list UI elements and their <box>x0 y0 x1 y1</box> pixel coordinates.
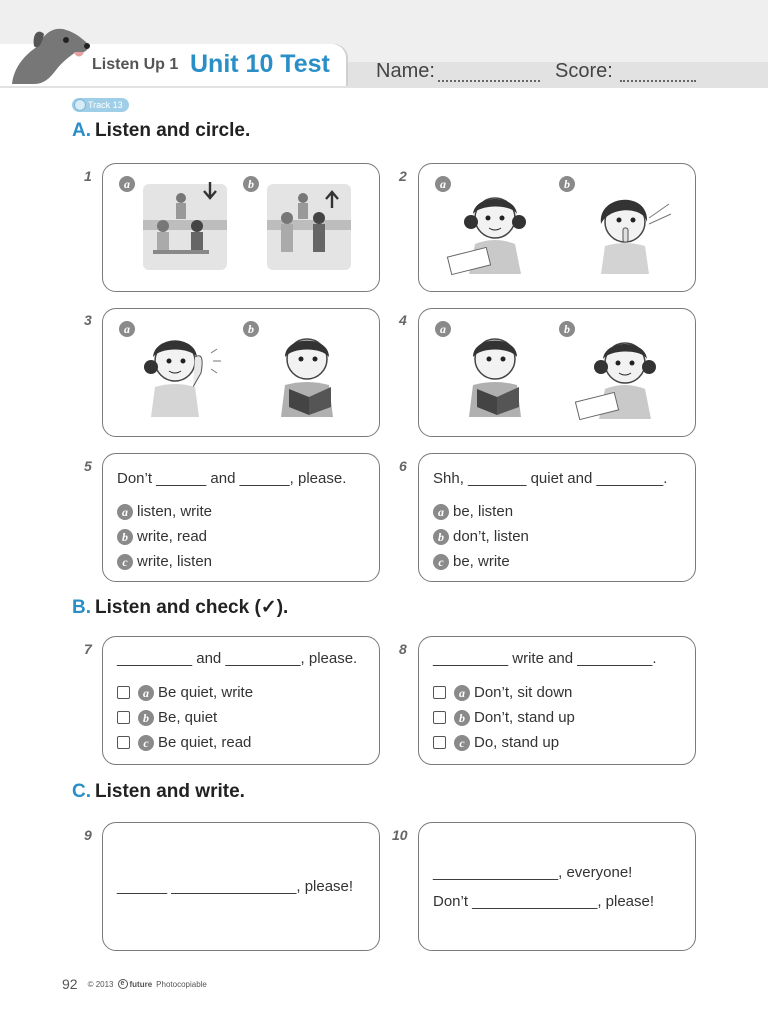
girl-shh-picture[interactable] <box>583 184 679 276</box>
question-sentence: Shh, _______ quiet and ________. <box>433 470 668 487</box>
option-a-badge[interactable]: a <box>119 176 135 192</box>
write-line[interactable]: Don’t _______________, please! <box>433 893 655 910</box>
option-row[interactable]: b Be, quiet <box>117 709 217 726</box>
name-field[interactable] <box>438 80 540 82</box>
option-b-badge: b <box>433 529 449 545</box>
option-row[interactable]: a listen, write <box>117 503 212 520</box>
publisher-e-icon: e <box>118 979 128 989</box>
option-row[interactable]: c Be quiet, read <box>117 734 251 751</box>
option-row[interactable]: a Don’t, sit down <box>433 684 572 701</box>
question-number: 3 <box>84 312 92 328</box>
section-b-heading: B. Listen and check (✓). <box>72 597 289 618</box>
arrow-down-icon <box>203 182 217 200</box>
question-sentence: _________ write and _________. <box>433 650 657 667</box>
option-a-badge: a <box>138 685 154 701</box>
option-a-badge: a <box>117 504 133 520</box>
boy-reading-picture[interactable] <box>263 329 359 421</box>
section-a-heading: A. Listen and circle. <box>72 120 251 141</box>
girl-writing-picture[interactable] <box>569 329 669 423</box>
boy-reading-picture[interactable] <box>451 329 547 421</box>
option-b-badge: b <box>454 710 470 726</box>
question-number: 5 <box>84 458 92 474</box>
question-5-box <box>102 453 380 582</box>
cd-disc-icon <box>74 99 86 111</box>
score-label: Score: <box>555 60 613 82</box>
write-line[interactable]: _______________, everyone! <box>433 864 633 881</box>
option-c-badge: c <box>433 554 449 570</box>
option-b-badge[interactable]: b <box>243 176 259 192</box>
question-number: 1 <box>84 168 92 184</box>
question-sentence: _________ and _________, please. <box>117 650 358 667</box>
track-badge <box>72 98 129 112</box>
section-c-heading: C. Listen and write. <box>72 781 245 802</box>
option-a-badge: a <box>433 504 449 520</box>
arrow-up-icon <box>325 190 339 208</box>
checkbox[interactable] <box>433 686 446 699</box>
girl-listening-picture[interactable] <box>129 327 225 419</box>
option-c-badge: c <box>117 554 133 570</box>
option-row[interactable]: c be, write <box>433 553 510 570</box>
option-row[interactable]: c write, listen <box>117 553 212 570</box>
checkbox[interactable] <box>117 736 130 749</box>
option-row[interactable]: a be, listen <box>433 503 513 520</box>
footer <box>62 976 211 992</box>
question-number: 7 <box>84 641 92 657</box>
publisher-logo: e future <box>118 979 153 989</box>
question-4-box <box>418 308 696 437</box>
name-label: Name: <box>376 60 435 82</box>
option-b-badge: b <box>138 710 154 726</box>
checkbox[interactable] <box>117 711 130 724</box>
question-number: 6 <box>399 458 407 474</box>
question-7-box <box>102 636 380 765</box>
option-row[interactable]: c Do, stand up <box>433 734 559 751</box>
question-sentence: Don’t ______ and ______, please. <box>117 470 347 487</box>
option-a-badge: a <box>454 685 470 701</box>
question-3-box <box>102 308 380 437</box>
photocopiable-note: Photocopiable <box>156 979 207 989</box>
option-c-badge: c <box>138 735 154 751</box>
question-9-box <box>102 822 380 951</box>
question-number: 4 <box>399 312 407 328</box>
option-c-badge: c <box>454 735 470 751</box>
checkbox[interactable] <box>433 711 446 724</box>
question-number: 10 <box>392 827 408 843</box>
option-b-badge[interactable]: b <box>243 321 259 337</box>
question-number: 2 <box>399 168 407 184</box>
question-number: 8 <box>399 641 407 657</box>
option-a-badge[interactable]: a <box>119 321 135 337</box>
question-number: 9 <box>84 827 92 843</box>
question-1-box <box>102 163 380 292</box>
option-row[interactable]: a Be quiet, write <box>117 684 253 701</box>
question-6-box <box>418 453 696 582</box>
unit-title: Unit 10 Test <box>190 50 330 78</box>
option-a-badge[interactable]: a <box>435 176 451 192</box>
course-title: Listen Up 1 <box>92 56 179 73</box>
track-label: Track 13 <box>88 100 123 110</box>
write-line[interactable]: ______ _______________, please! <box>117 878 354 895</box>
question-2-box <box>418 163 696 292</box>
option-a-badge[interactable]: a <box>435 321 451 337</box>
copyright: © 2013 <box>87 979 114 989</box>
option-row[interactable]: b Don’t, stand up <box>433 709 575 726</box>
girl-writing-picture[interactable] <box>445 184 541 278</box>
page-number: 92 <box>62 976 78 992</box>
question-8-box <box>418 636 696 765</box>
dog-mascot-icon <box>4 20 90 86</box>
option-row[interactable]: b write, read <box>117 528 207 545</box>
option-b-badge[interactable]: b <box>559 176 575 192</box>
option-row[interactable]: b don’t, listen <box>433 528 529 545</box>
checkbox[interactable] <box>117 686 130 699</box>
option-b-badge: b <box>117 529 133 545</box>
checkbox[interactable] <box>433 736 446 749</box>
option-b-badge[interactable]: b <box>559 321 575 337</box>
score-field[interactable] <box>620 80 696 82</box>
question-10-box <box>418 822 696 951</box>
